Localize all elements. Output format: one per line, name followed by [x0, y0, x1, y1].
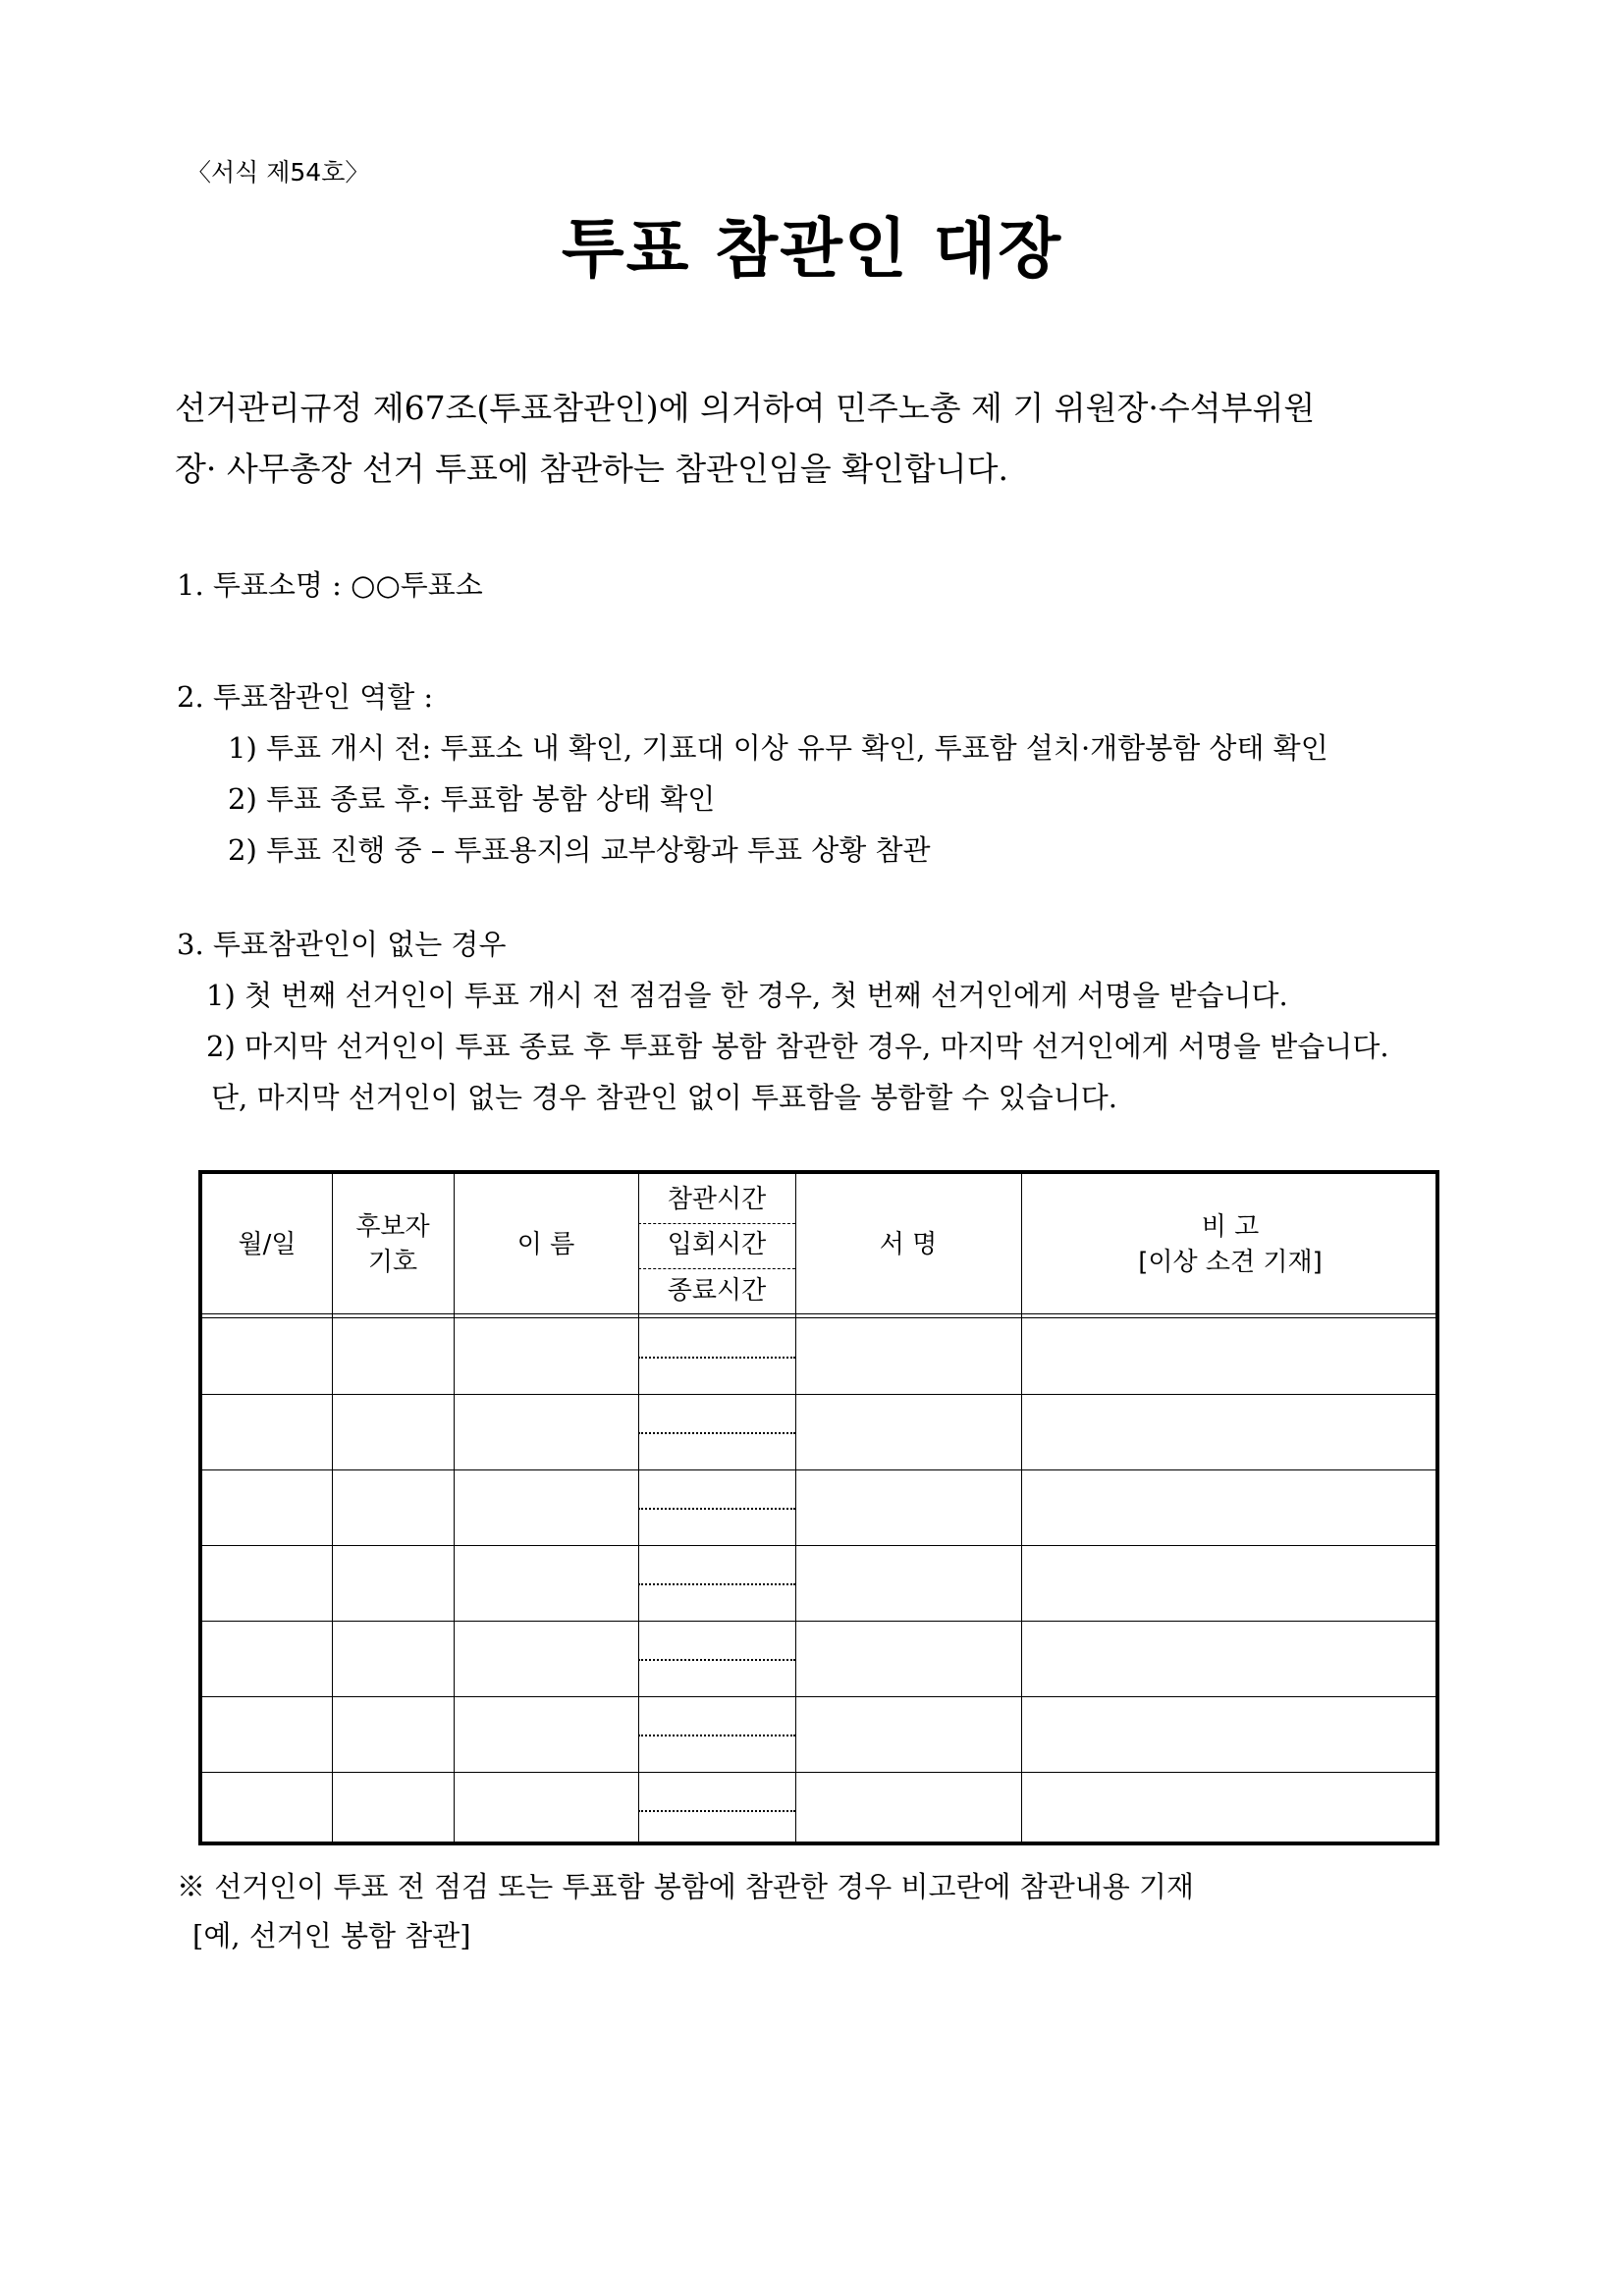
- time-dotted-divider: [638, 1583, 795, 1585]
- header-remarks-1: 비 고: [1201, 1212, 1260, 1242]
- section-3-heading: 3. 투표참관인이 없는 경우: [177, 928, 507, 961]
- header-time-divider: [638, 1223, 795, 1224]
- section-2-heading: 2. 투표참관인 역할 :: [177, 680, 434, 714]
- time-dotted-divider: [638, 1357, 795, 1359]
- header-observe-time: 참관시간: [667, 1185, 767, 1214]
- header-end-time: 종료시간: [667, 1276, 767, 1306]
- no-observer-item: 1) 첫 번째 선거인이 투표 개시 전 점검을 한 경우, 첫 번째 선거인에게 서명을 받습니다.: [206, 979, 1288, 1012]
- header-name: 이 름: [516, 1230, 575, 1259]
- intro-paragraph: [175, 378, 1471, 500]
- page-title: 투표 참관인 대장: [561, 211, 1063, 287]
- intro-line-1: 선거관리규정 제67조(투표참관인)에 의거하여 민주노총 제 기 위원장·수석부위원: [175, 389, 1316, 427]
- header-separator: [202, 1313, 1435, 1318]
- role-item: 2) 투표 종료 후: 투표함 봉함 상태 확인: [228, 782, 716, 816]
- intro-line-2: 장· 사무총장 선거 투표에 참관하는 참관인임을 확인합니다.: [175, 450, 1008, 488]
- row-divider: [202, 1469, 1435, 1470]
- header-candidate-no-1: 후보자: [355, 1212, 430, 1242]
- column-divider: [795, 1174, 796, 1842]
- footnote-line-1: ※ 선거인이 투표 전 점검 또는 투표함 봉함에 참관한 경우 비고란에 참관내용 기재: [177, 1870, 1195, 1903]
- header-remarks-2: [이상 소견 기재]: [1138, 1248, 1323, 1277]
- header-date: 월/일: [238, 1230, 297, 1259]
- header-candidate-no-2: 기호: [367, 1248, 418, 1277]
- time-dotted-divider: [638, 1735, 795, 1736]
- row-divider: [202, 1772, 1435, 1773]
- time-dotted-divider: [638, 1432, 795, 1434]
- polling-station-name: 1. 투표소명 : ○○투표소: [177, 568, 483, 602]
- header-enter-time: 입회시간: [667, 1230, 767, 1259]
- column-divider: [454, 1174, 455, 1842]
- time-dotted-divider: [638, 1659, 795, 1661]
- role-item: 1) 투표 개시 전: 투표소 내 확인, 기표대 이상 유무 확인, 투표함 설치·개함봉함 상태 확인: [228, 731, 1328, 765]
- observer-register-table: [198, 1170, 1439, 1845]
- header-time-divider: [638, 1268, 795, 1269]
- time-dotted-divider: [638, 1508, 795, 1510]
- row-divider: [202, 1394, 1435, 1395]
- row-divider: [202, 1545, 1435, 1546]
- no-observer-item: 단, 마지막 선거인이 없는 경우 참관인 없이 투표함을 봉함할 수 있습니다.: [211, 1081, 1118, 1114]
- no-observer-item: 2) 마지막 선거인이 투표 종료 후 투표함 봉함 참관한 경우, 마지막 선거인에게 서명을 받습니다.: [206, 1030, 1389, 1063]
- footnote-line-2: [예, 선거인 봉함 참관]: [192, 1919, 471, 1952]
- row-divider: [202, 1621, 1435, 1622]
- time-dotted-divider: [638, 1810, 795, 1812]
- role-item: 2) 투표 진행 중 – 투표용지의 교부상황과 투표 상황 참관: [228, 833, 931, 867]
- form-number-label: 〈서식 제54호〉: [187, 158, 370, 187]
- header-signature: 서 명: [879, 1230, 938, 1259]
- row-divider: [202, 1696, 1435, 1697]
